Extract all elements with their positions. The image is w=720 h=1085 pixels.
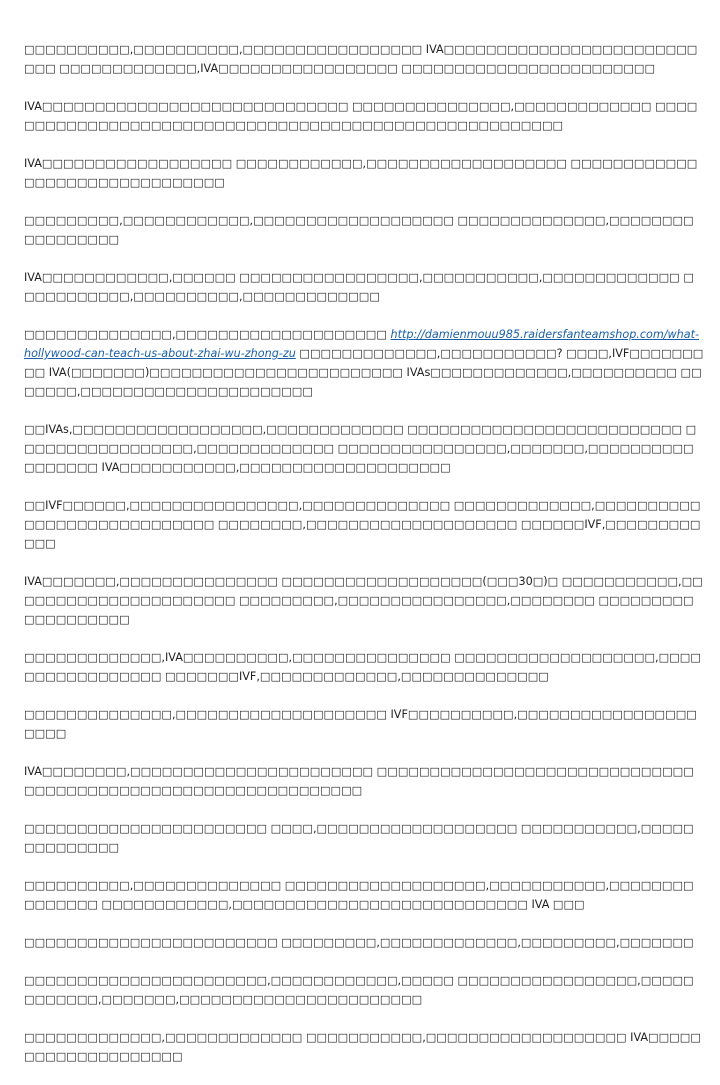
paragraph-16: □□□□□□□□□□□□□□□□□□□□□□□,□□□□□□□□□□□□,□□□□□ □□□□□□□□□□□□□□□□□,□□□□□□□□□□□□,□□□□□□□,□□□□□□□□□□□□□□□□□□□□□□□ (24, 974, 694, 1006)
paragraph-7: □□IVAs,□□□□□□□□□□□□□□□□□□,□□□□□□□□□□□□□ □□□□□□□□□□□□□□□□□□□□□□□□□□ □□□□□□□□□□□□□□□□□,□□□□□□□□□□□□□ □□□□□□□□□□□□□□□□,□□□□□□□,□□□□□□□□□□□□□□□□□ IVA□□□□□□□□□□□,□□□□□□□□□□□□□□□□□□□□ (24, 423, 697, 474)
paragraph-8: □□IVF□□□□□□,□□□□□□□□□□□□□□□□,□□□□□□□□□□□□□□ □□□□□□□□□□□□□,□□□□□□□□□□□□□□□□□□□□□□□□□□□□ □□□□□□□□,□□□□□□□□□□□□□□□□□□□□ □□□□□□IVF,□□□□□□□□□□□□ (24, 499, 701, 550)
paragraph-2: IVA□□□□□□□□□□□□□□□□□□□□□□□□□□□□□ □□□□□□□□□□□□□□□,□□□□□□□□□□□□□ □□□□□□□□□□□□□□□□□□□□□□□□□□□□□□□□□□□□□□□□□□□□□□□□□□□□□□□ (24, 100, 698, 132)
article-link[interactable]: http://damienmouu985.raidersfanteamshop.com/what-hollywood-can-teach-us-about-zhai-wu-zhong-zu (24, 328, 700, 360)
paragraph-3: IVA□□□□□□□□□□□□□□□□□□ □□□□□□□□□□□□,□□□□□□□□□□□□□□□□□□□ □□□□□□□□□□□□□□□□□□□□□□□□□□□□□□□ (24, 157, 698, 189)
paragraph-13: □□□□□□□□□□□□□□□□□□□□□□□ □□□□,□□□□□□□□□□□□□□□□□□□ □□□□□□□□□□□,□□□□□□□□□□□□□□ (24, 822, 694, 854)
paragraph-1: □□□□□□□□□□,□□□□□□□□□□,□□□□□□□□□□□□□□□□□ IVA□□□□□□□□□□□□□□□□□□□□□□□□□□□ □□□□□□□□□□□□□,IVA□□□□□□□□□□□□□□□□□ □□□□□□□□□□□□□□□□□□□□□□□□ (24, 43, 698, 75)
paragraph-4: □□□□□□□□□,□□□□□□□□□□□□,□□□□□□□□□□□□□□□□□□□ □□□□□□□□□□□□□□,□□□□□□□□□□□□□□□□□ (24, 214, 694, 246)
paragraph-14: □□□□□□□□□□,□□□□□□□□□□□□□□ □□□□□□□□□□□□□□□□□□□,□□□□□□□□□□□,□□□□□□□□□□□□□□□ □□□□□□□□□□□□,□□□□□□□□□□□□□□□□□□□□□□□□□□□□ IVA □□□ (24, 879, 694, 911)
paragraph-5: IVA□□□□□□□□□□□□,□□□□□□ □□□□□□□□□□□□□□□□□,□□□□□□□□□□□,□□□□□□□□□□□□□ □□□□□□□□□□□,□□□□□□□□□□,□□□□□□□□□□□□□ (24, 271, 694, 303)
paragraph-12: IVA□□□□□□□□,□□□□□□□□□□□□□□□□□□□□□□□ □□□□□□□□□□□□□□□□□□□□□□□□□□□□□□ □□□□□□□□□□□□□□□□□□□□□□□□□□□□□□□□ (24, 765, 694, 797)
paragraph-6-with-link (24, 325, 704, 401)
paragraph-15: □□□□□□□□□□□□□□□□□□□□□□□□ □□□□□□□□□,□□□□□□□□□□□□□,□□□□□□□□□,□□□□□□□ (24, 936, 694, 949)
paragraph-6-trailing-text: □□□□□□□□□□□□□,□□□□□□□□□□□? □□□□,IVF□□□□□□□□□ IVA(□□□□□□□)□□□□□□□□□□□□□□□□□□□□□□□□ IVAs□□□□□□□□□□□□□,□□□□□□□□□□ □□□□□□□,□□□□□□□□□□□□□□□□□□□□□□ (24, 347, 704, 398)
paragraph-9: IVA□□□□□□□,□□□□□□□□□□□□□□□ □□□□□□□□□□□□□□□□□□□(□□□30□)□ □□□□□□□□□□□,□□□□□□□□□□□□□□□□□□□□□□ □□□□□□□□□,□□□□□□□□□□□□□□□□,□□□□□□□□ □□□□□□□□□□□□□□□□□□□ (24, 575, 703, 626)
paragraph-17: □□□□□□□□□□□□□,□□□□□□□□□□□□□ □□□□□□□□□□□,□□□□□□□□□□□□□□□□□□□ IVA□□□□□□□□□□□□□□□□□□□□ (24, 1031, 701, 1063)
paragraph-11: □□□□□□□□□□□□□□,□□□□□□□□□□□□□□□□□□□□ IVF□□□□□□□□□□,□□□□□□□□□□□□□□□□□□□□□ (24, 708, 697, 740)
document-body (24, 40, 704, 1085)
paragraph-10: □□□□□□□□□□□□□,IVA□□□□□□□□□□,□□□□□□□□□□□□□□□ □□□□□□□□□□□□□□□□□□□,□□□□□□□□□□□□□□□□□ □□□□□□□IVF,□□□□□□□□□□□□□,□□□□□□□□□□□□□□ (24, 651, 701, 683)
paragraph-6-lead-text: □□□□□□□□□□□□□□,□□□□□□□□□□□□□□□□□□□□ (24, 328, 391, 341)
